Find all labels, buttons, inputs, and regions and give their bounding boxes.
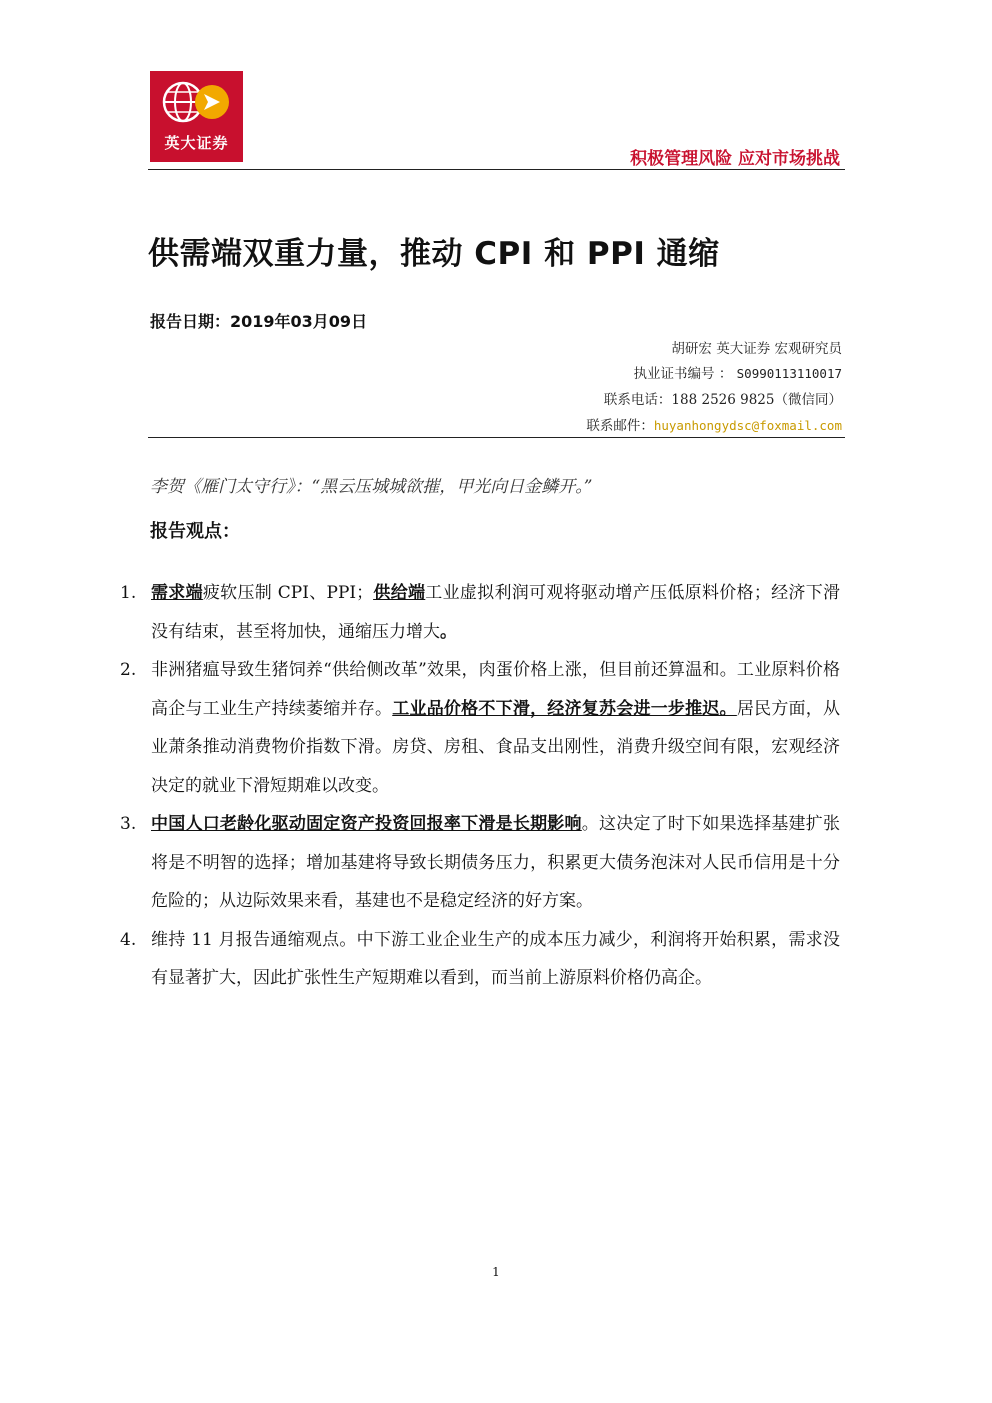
point-text: 非洲猪瘟导致生猪饲养“供给侧改革”效果，肉蛋价格上涨，但目前还算温和。工业原料价格高企与工业生产持续萎缩并存。 — [151, 660, 840, 719]
author-email-line — [586, 414, 842, 434]
header-divider — [148, 169, 845, 170]
point-text: 疲软压制 CPI、PPI； — [202, 583, 374, 603]
point-text: 居民方面，从业萧条推动消费物价指数下滑。房贷、房租、食品支出刚性，消费升级空间有限，宏观经济决定的就业下滑短期难以改变。 — [151, 698, 841, 796]
point-text: 。 — [440, 621, 457, 642]
report-date: 报告日期：2019年03月09日 — [150, 312, 368, 331]
key-points-list — [120, 574, 840, 998]
point-number: 1. — [120, 583, 137, 603]
opening-quote: 李贺《雁门太守行》：“黑云压城城欲摧，甲光向日金鳞开。” — [150, 477, 593, 497]
key-point-1 — [120, 574, 840, 651]
phone-label: 联系电话： — [603, 392, 672, 408]
globe-arrow-logo-icon — [150, 71, 243, 133]
cert-label: 执业证书编号 ： — [633, 366, 733, 382]
key-point-3 — [120, 805, 840, 921]
header-slogan: 积极管理风险 应对市场挑战 — [630, 149, 840, 169]
author-name-line: 胡研宏 英大证券 宏观研究员 — [671, 341, 842, 357]
phone-number: 188 2526 9825（微信同） — [671, 392, 842, 408]
report-title: 供需端双重力量，推动 CPI 和 PPI 通缩 — [148, 236, 720, 272]
email-label: 联系邮件： — [586, 418, 654, 434]
key-point-4 — [120, 921, 840, 998]
author-divider — [148, 437, 845, 438]
point-number: 4. — [120, 929, 137, 950]
point-text: 维持 11 月报告通缩观点。中下游工业企业生产的成本压力减少，利润将开始积累，需求没有显著扩大，因此扩张性生产短期难以看到，而当前上游原料价格仍高企。 — [151, 929, 840, 988]
cert-number: S0990113110017 — [736, 366, 842, 381]
point-number: 3. — [120, 814, 137, 834]
point-emphasis: 供给端 — [373, 583, 426, 603]
author-phone-line — [604, 388, 842, 408]
company-logo — [150, 71, 243, 162]
page-number: 1 — [492, 1265, 500, 1279]
email-link[interactable]: huyanhongydsc@foxmail.com — [653, 418, 842, 433]
logo-text: 英大证券 — [164, 134, 229, 152]
point-text: 。这决定了时下如果选择基建扩张将是不明智的选择；增加基建将导致长期债务压力，积累更大债务泡沫对人民币信用是十分危险的；从边际效果来看，基建也不是稳定经济的好方案。 — [151, 814, 841, 911]
section-heading: 报告观点： — [150, 521, 240, 542]
point-emphasis: 工业品价格不下滑，经济复苏会进一步推迟。 — [392, 698, 737, 719]
point-text: 工业虚拟利润可观将驱动增产压低原料价格；经济下滑没有结束，甚至将加快，通缩压力增大 — [151, 583, 841, 642]
point-number: 2. — [120, 660, 137, 680]
author-cert-line — [634, 362, 842, 382]
key-point-2 — [120, 651, 840, 805]
point-emphasis: 需求端 — [151, 583, 203, 603]
point-emphasis: 中国人口老龄化驱动固定资产投资回报率下滑是长期影响 — [151, 814, 582, 834]
